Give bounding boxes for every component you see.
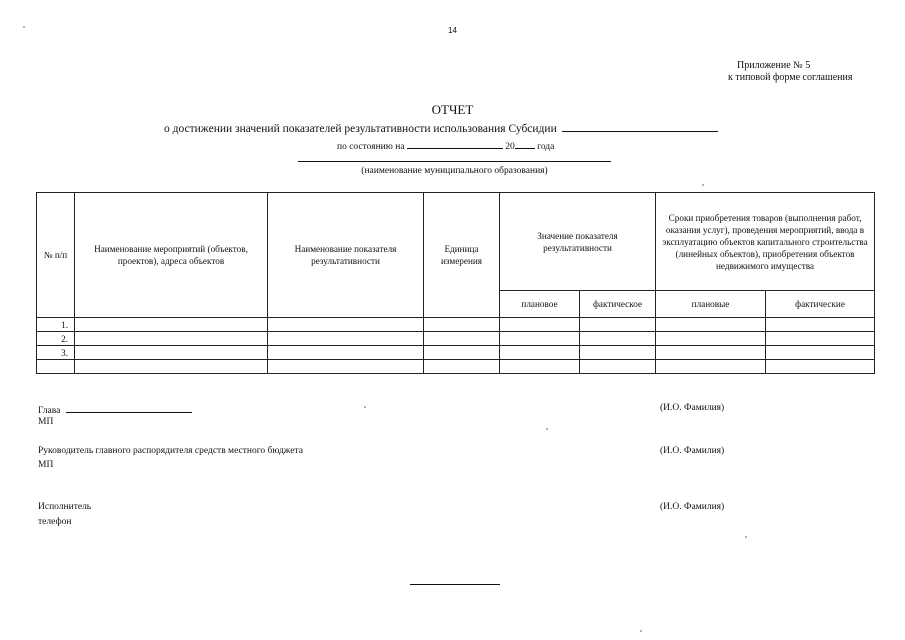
header-num: № п/п — [37, 193, 75, 318]
scan-speck — [745, 536, 747, 538]
appendix-number: Приложение № 5 — [737, 60, 811, 71]
table-cell — [656, 318, 766, 332]
table-row — [37, 360, 875, 374]
head-signature — [38, 403, 192, 416]
header-unit: Единица измерения — [424, 193, 500, 318]
report-subtitle — [164, 121, 718, 135]
header-value-planned: плановое — [500, 291, 580, 318]
stamp-label: МП — [38, 417, 54, 427]
table-cell — [656, 346, 766, 360]
scan-speck — [546, 428, 548, 430]
table-cell — [656, 360, 766, 374]
table-cell — [268, 360, 424, 374]
page-number: 14 — [448, 26, 457, 35]
stamp-label: МП — [38, 460, 54, 470]
date-blank-line — [407, 140, 503, 149]
municipality-blank-line — [298, 161, 611, 162]
row-number: 3. — [37, 346, 75, 360]
as-of-suffix: года — [537, 142, 555, 152]
table-cell — [766, 360, 875, 374]
table-cell — [75, 360, 268, 374]
table-row — [37, 346, 875, 360]
table-cell — [268, 332, 424, 346]
table-cell — [268, 346, 424, 360]
municipality-label: (наименование муниципального образования) — [361, 166, 548, 176]
year-blank-line — [515, 140, 535, 149]
row-number: 2. — [37, 332, 75, 346]
table-cell — [580, 346, 656, 360]
table-cell — [766, 346, 875, 360]
phone-label: телефон — [38, 517, 72, 527]
manager-label: Руководитель главного распорядителя средств местного бюджета — [38, 446, 303, 456]
row-number: 1. — [37, 318, 75, 332]
report-table — [36, 192, 875, 374]
row-number — [37, 360, 75, 374]
head-fio: (И.О. Фамилия) — [660, 403, 725, 413]
table-cell — [75, 318, 268, 332]
head-signature-line — [66, 403, 192, 413]
table-cell — [75, 346, 268, 360]
executor-label: Исполнитель — [38, 502, 92, 512]
table-cell — [766, 332, 875, 346]
scan-speck — [640, 630, 642, 632]
header-value: Значение показателя результативности — [500, 193, 656, 291]
table-cell — [580, 332, 656, 346]
table-cell — [580, 360, 656, 374]
table-cell — [424, 346, 500, 360]
manager-fio: (И.О. Фамилия) — [660, 446, 725, 456]
scan-speck — [23, 26, 25, 28]
table-cell — [500, 332, 580, 346]
scan-speck — [364, 406, 366, 408]
report-title: ОТЧЕТ — [431, 102, 474, 117]
table-cell — [424, 332, 500, 346]
as-of-year: 20 — [505, 142, 515, 152]
header-event: Наименование мероприятий (объектов, проектов), адреса объектов — [75, 193, 268, 318]
table-row — [37, 318, 875, 332]
table-row — [37, 332, 875, 346]
header-dates: Сроки приобретения товаров (выполнения работ, оказания услуг), проведения мероприятий, ввода в эксплуатацию объектов капитального строительства (линейных объектов), приобретения объектов недвижимого имущества — [656, 193, 875, 291]
table-cell — [580, 318, 656, 332]
table-cell — [75, 332, 268, 346]
header-value-actual: фактическое — [580, 291, 656, 318]
table-cell — [500, 318, 580, 332]
footer-line — [410, 584, 500, 585]
report-subtitle-text: о достижении значений показателей результативности использования Субсидии — [164, 123, 557, 135]
header-dates-actual: фактические — [766, 291, 875, 318]
executor-fio: (И.О. Фамилия) — [660, 502, 725, 512]
table-cell — [268, 318, 424, 332]
table-cell — [424, 360, 500, 374]
appendix-caption: к типовой форме соглашения — [728, 72, 853, 83]
as-of-prefix: по состоянию на — [337, 142, 405, 152]
scan-speck — [702, 184, 704, 186]
as-of-date — [337, 140, 554, 152]
table-cell — [500, 360, 580, 374]
header-indicator: Наименование показателя результативности — [268, 193, 424, 318]
head-label: Глава — [38, 406, 61, 416]
table-cell — [656, 332, 766, 346]
table-cell — [766, 318, 875, 332]
table-cell — [500, 346, 580, 360]
table-cell — [424, 318, 500, 332]
header-dates-planned: плановые — [656, 291, 766, 318]
subsidy-blank-line — [562, 121, 718, 132]
